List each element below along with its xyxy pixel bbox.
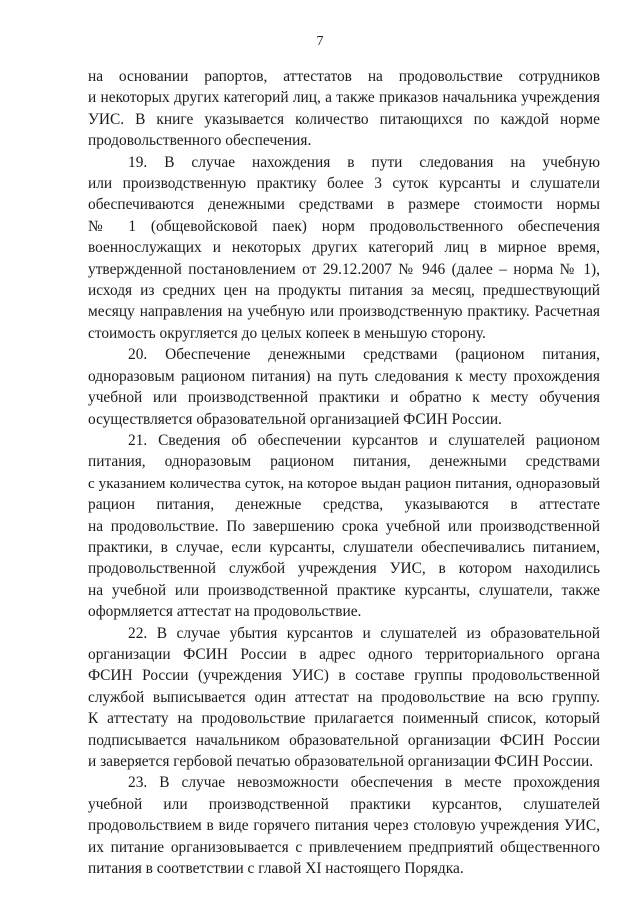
text-line: питания, одноразовым рационом питания, денежными средствами [88,453,600,471]
text-line: с указанием количества суток, на которое выдан рацион питания, одноразовый [88,474,600,492]
text-line: УИС. В книге указывается количество питающихся по каждой норме [88,110,600,128]
text-line: на продовольствие. По завершению срока учебной или производственной [88,517,600,535]
page-number: 7 [316,34,324,49]
text-line: обеспечиваются денежными средствами в размере стоимости нормы [88,196,600,214]
paragraph-23 [88,772,600,879]
text-line: осуществляется образовательной организацией ФСИН России. [88,410,502,428]
text-line: исходя из средних цен на продукты питания за месяц, предшествующий [88,282,600,300]
document-body [88,66,600,879]
text-line: ФСИН России (учреждения УИС) в составе группы продовольственной [88,667,600,685]
paragraph-20 [88,344,600,430]
text-line: на основании рапортов, аттестатов на продовольствие сотрудников [88,68,600,85]
text-line: К аттестату на продовольствие прилагается поименный список, который [88,710,600,728]
text-line: питания в соответствии с главой XI настоящего Порядка. [88,860,464,878]
text-line: учебной или производственной практики и обратно к месту обучения [88,389,600,407]
text-line: оформляется аттестат на продовольствие. [88,603,362,621]
text-line: и заверяется гербовой печатью образовательной организации ФСИН России. [88,753,594,770]
text-line: 20. Обеспечение денежными средствами (рационом питания, [128,346,600,364]
text-line: рацион питания, денежные средства, указываются в аттестате [88,496,600,514]
text-line: утвержденной постановлением от 29.12.2007 № 946 (далее – норма № 1), [88,260,600,278]
text-line: организации ФСИН России в адрес одного территориального органа [88,645,600,663]
text-line: месяцу направления на учебную или производственную практику. Расчетная [88,303,600,321]
text-line: или производственную практику более 3 суток курсанты и слушатели [88,175,600,193]
text-line: № 1 (общевойсковой паек) норм продовольственного обеспечения [88,217,600,235]
text-line: 23. В случае невозможности обеспечения в месте прохождения [128,774,600,792]
text-line: одноразовым рационом питания) на путь следования к месту прохождения [88,367,600,385]
text-line: учебной или производственной практики курсантов, слушателей [88,795,600,813]
text-line: стоимость округляется до целых копеек в меньшую сторону. [88,324,486,342]
text-line: продовольствием в виде горячего питания через столовую учреждения УИС, [88,817,600,835]
paragraph-19 [88,152,600,345]
text-line: на учебной или производственной практике курсанты, слушатели, также [88,581,600,599]
paragraph-21 [88,430,600,623]
paragraph-cont [88,66,600,152]
text-line: службой выписывается один аттестат на продовольствие на всю группу. [88,688,600,706]
text-line: и некоторых других категорий лиц, а также приказов начальника учреждения [88,89,600,107]
text-line: продовольственной службой учреждения УИС, в котором находились [88,560,600,578]
text-line: 22. В случае убытия курсантов и слушателей из образовательной [128,624,600,642]
text-line: их питание организовывается с привлечением предприятий общественного [88,838,600,856]
text-line: продовольственного обеспечения. [88,132,312,150]
text-line: подписывается начальником образовательной организации ФСИН России [88,731,600,749]
text-line: 19. В случае нахождения в пути следования на учебную [128,153,600,171]
text-line: практики, в случае, если курсанты, слушатели обеспечивались питанием, [88,538,600,556]
text-line: 21. Сведения об обеспечении курсантов и слушателей рационом [128,431,600,449]
paragraph-22 [88,623,600,773]
text-line: военнослужащих и некоторых других категорий лиц в мирное время, [88,239,600,257]
